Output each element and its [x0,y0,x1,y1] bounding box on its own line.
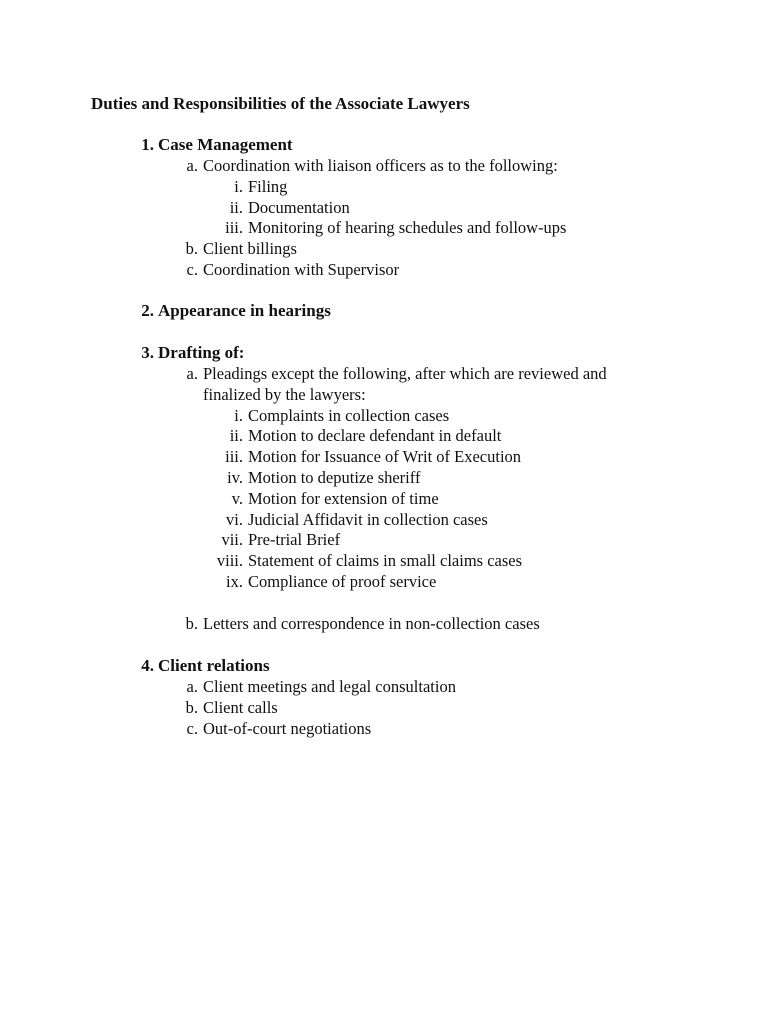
sub-list-marker: viii. [216,551,243,571]
list-item-text: Client calls [203,697,278,717]
sub-list-marker: iii. [225,218,243,238]
sub-list-item [0,426,768,447]
sub-list-item [0,177,768,198]
sub-list-item-text: Judicial Affidavit in collection cases [248,509,488,529]
sub-list-item-text: Pre-trial Brief [248,530,341,550]
section-client-relations [0,655,768,739]
sub-list-item [0,218,768,239]
sub-list-item [0,468,768,489]
sub-list-item-text: Filing [248,176,288,196]
list-marker: b. [185,697,198,717]
sub-list-item-text: Complaints in collection cases [248,405,450,425]
list-marker: a. [186,677,198,696]
list-item [0,364,768,406]
sub-list-item-text: Compliance of proof service [248,571,437,591]
list-item-text: Coordination with Supervisor [203,259,400,279]
sub-list-marker: ix. [226,571,243,591]
list-item [0,239,768,260]
sub-list-item-text: Motion for Issuance of Writ of Execution [248,447,522,467]
sub-list-item-text: Statement of claims in small claims cases [248,551,523,571]
section-number: 1. [141,135,154,154]
list-item [0,677,768,698]
sub-list-item-text: Documentation [248,197,350,217]
list-marker: a. [186,364,198,383]
section-title: Client relations [158,656,270,675]
section-heading [0,134,768,156]
section-title: Case Management [158,135,293,154]
section-heading [0,300,768,322]
sub-list-item [0,489,768,510]
sub-list-marker: ii. [229,197,243,217]
list-marker: b. [185,239,198,259]
section-title: Drafting of: [158,343,245,362]
section-number: 3. [141,343,154,362]
sub-list-item-text: Motion to deputize sheriff [248,467,421,487]
list-marker: b. [185,613,198,633]
sub-list-item [0,406,768,427]
list-item [0,614,768,635]
sub-list-marker: vi. [226,509,243,529]
sub-list-item-text: Motion to declare defendant in default [248,426,502,446]
sub-list-marker: v. [231,488,243,508]
section-heading [0,342,768,364]
list-item [0,156,768,177]
sub-list-marker: iii. [225,447,243,467]
sub-list-marker: vii. [221,530,243,550]
list-item-text: Client meetings and legal consultation [203,677,456,696]
list-item [0,719,768,740]
sub-list-item [0,198,768,219]
section-number: 2. [141,301,154,320]
sub-list-item [0,551,768,572]
list-marker: c. [186,259,198,279]
list-item-text: Pleadings except the following, after which are reviewed and finalized by the lawyers: [203,364,607,404]
sub-list-item [0,530,768,551]
list-item [0,260,768,281]
list-item [0,698,768,719]
section-heading [0,655,768,677]
sub-list-item [0,447,768,468]
sub-list-marker: ii. [229,426,243,446]
document-title: Duties and Responsibilities of the Associate Lawyers [91,94,470,113]
sub-list-marker: i. [234,405,243,425]
list-item-text: Letters and correspondence in non-collection cases [203,613,540,633]
sub-list-item-text: Monitoring of hearing schedules and follow-ups [248,218,567,238]
sub-list-item-text: Motion for extension of time [248,488,439,508]
section-title: Appearance in hearings [158,301,331,320]
sub-list-marker: iv. [227,467,243,487]
section-number: 4. [141,656,154,675]
sub-list-item [0,510,768,531]
list-marker: a. [186,156,198,175]
sub-list-item [0,572,768,593]
list-marker: c. [186,718,198,738]
list-item-text: Out-of-court negotiations [203,718,372,738]
list-item-text: Coordination with liaison officers as to the following: [203,156,558,175]
section-drafting-of [0,342,768,635]
section-case-management [0,134,768,281]
section-appearance-in-hearings [0,300,768,322]
list-item-text: Client billings [203,239,297,259]
sub-list-marker: i. [234,176,243,196]
